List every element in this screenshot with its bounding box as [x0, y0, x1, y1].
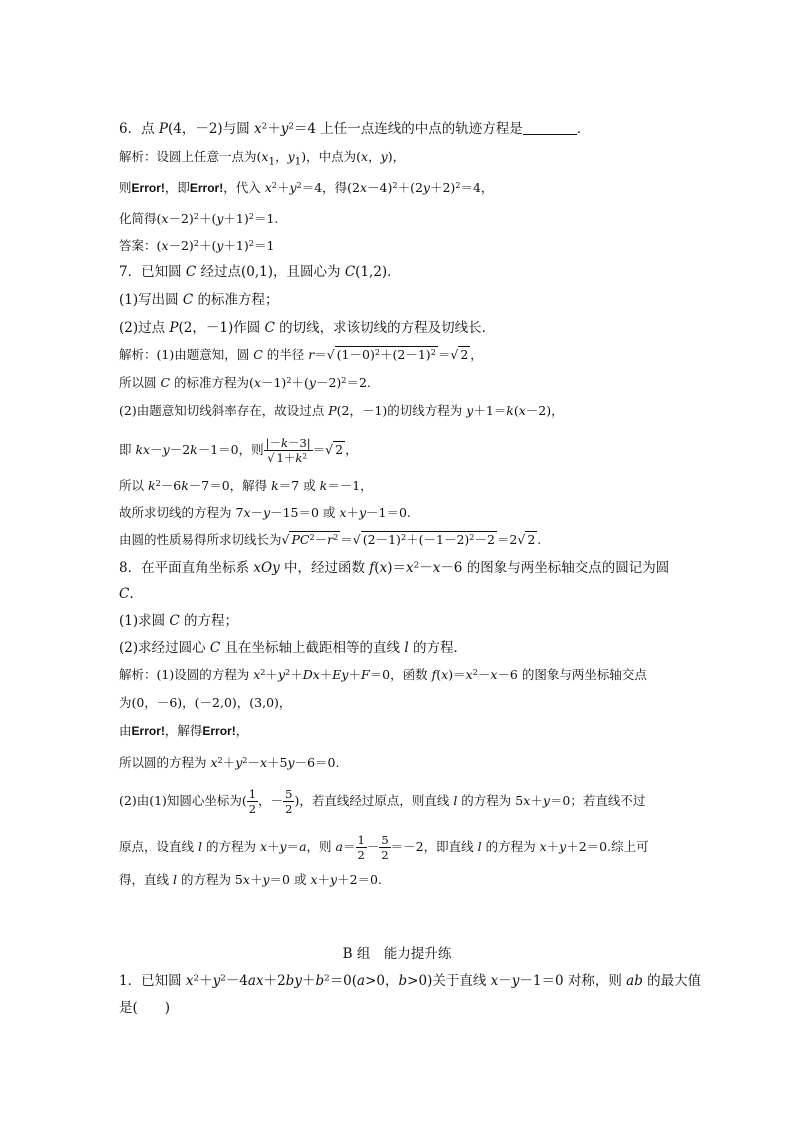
solution-line: 则Error!，即Error!，代入 $x^2+y^2=4$，得$(2x-4)^2+(2y+2)^2=4$，	[119, 179, 494, 195]
solution-line: 解析：(1)由题意知，圆 C 的半径 r＝√ $(1-0)^2+(2-1)^2$ ＝√ 2 ，	[119, 346, 483, 362]
solution-line: 所以圆的方程为 $x^2+y^2-x+5y-6=0$.	[119, 754, 340, 770]
question-7: 7．已知圆 C 经过点(0,1)，且圆心为 C(1,2)．	[119, 264, 401, 280]
solution-line: (2)由(1)知圆心坐标为( $\frac{1}{2}$ ，－ $\frac{5}{2}$ )，若直线经过原点，则直线 l 的方程为 5x＋y＝0；若直线不过	[119, 787, 646, 816]
question-b1-cont: 是( )	[119, 1000, 171, 1016]
solution-line: 由圆的性质易得所求切线长为√ $PC^2-r^2$ ＝√ $(2-1)^2+(-1-2)^2-2 =2√$ 2 .	[119, 531, 542, 547]
question-8-part-2: (2)求经过圆心 C 且在坐标轴上截距相等的直线 l 的方程．	[119, 640, 467, 656]
solution-line: 故所求切线的方程为 7x－y－15＝0 或 x＋y－1＝0.	[119, 505, 411, 520]
solution-line: 解析：(1)设圆的方程为 $x^2+y^2+Dx+Ey+F=0$，函数 $f(x)=x^2-x-6$ 的图象与两坐标轴交点	[119, 666, 647, 682]
question-6: 6．点 P(4，－2)与圆 $x^2+y^2=4$ 上任一点连线的中点的轨迹方程是 ．	[119, 121, 591, 137]
answer-line: 答案：$(x-2)^2+(y+1)^2=1$	[119, 237, 275, 253]
solution-line: 所以圆 C 的标准方程为$(x-1)^2+(y-2)^2=2$.	[119, 374, 371, 390]
question-7-part-2: (2)过点 P(2，－1)作圆 C 的切线，求该切线的方程及切线长．	[119, 320, 496, 336]
question-8-cont: C.	[119, 586, 134, 602]
question-b1: 1．已知圆 $x^2+y^2-4ax+2by+b^2=0(a>0$，b>0)关于直线 x－y－1＝0 对称，则 ab 的最大值	[119, 973, 702, 989]
solution-line: 由Error!，解得Error!，	[119, 723, 249, 738]
section-heading-b: B 组 能力提升练	[342, 946, 452, 962]
solution-line: 所以 $k^2-6k-7=0$，解得 k＝7 或 k＝－1，	[119, 477, 373, 493]
question-8-part-1: (1)求圆 C 的方程；	[119, 613, 239, 629]
question-7-part-1: (1)写出圆 C 的标准方程；	[119, 292, 279, 308]
solution-line: (2)由题意知切线斜率存在，故设过点 P(2，－1)的切线方程为 y＋1＝k(x－2)，	[119, 403, 564, 418]
solution-line: 解析：设圆上任意一点为($x_1$，$y_1$)，中点为(x，y)，	[119, 149, 406, 168]
question-8: 8．在平面直角坐标系 xOy 中，经过函数 $f(x)=x^2-x-6$ 的图象与两坐标轴交点的圆记为圆	[119, 560, 670, 576]
solution-line: 化简得$(x-2)^2+(y+1)^2=1$.	[119, 210, 279, 226]
solution-line: 原点，设直线 l 的方程为 x＋y＝a，则 a＝ $\frac{1}{2}$ － $\frac{5}{2}$ ＝－2，即直线 l 的方程为 x＋y＋2＝0.综上可	[119, 833, 649, 862]
solution-line: 即 kx－y－2k－1＝0，则 $\frac{|-k-3|}{√ 1+k^2}$ ＝√ 2 ，	[119, 436, 358, 465]
solution-line: 为(0，－6)，(－2,0)，(3,0)，	[119, 695, 292, 710]
solution-line: 得，直线 l 的方程为 5x＋y＝0 或 x＋y＋2＝0.	[119, 872, 382, 887]
